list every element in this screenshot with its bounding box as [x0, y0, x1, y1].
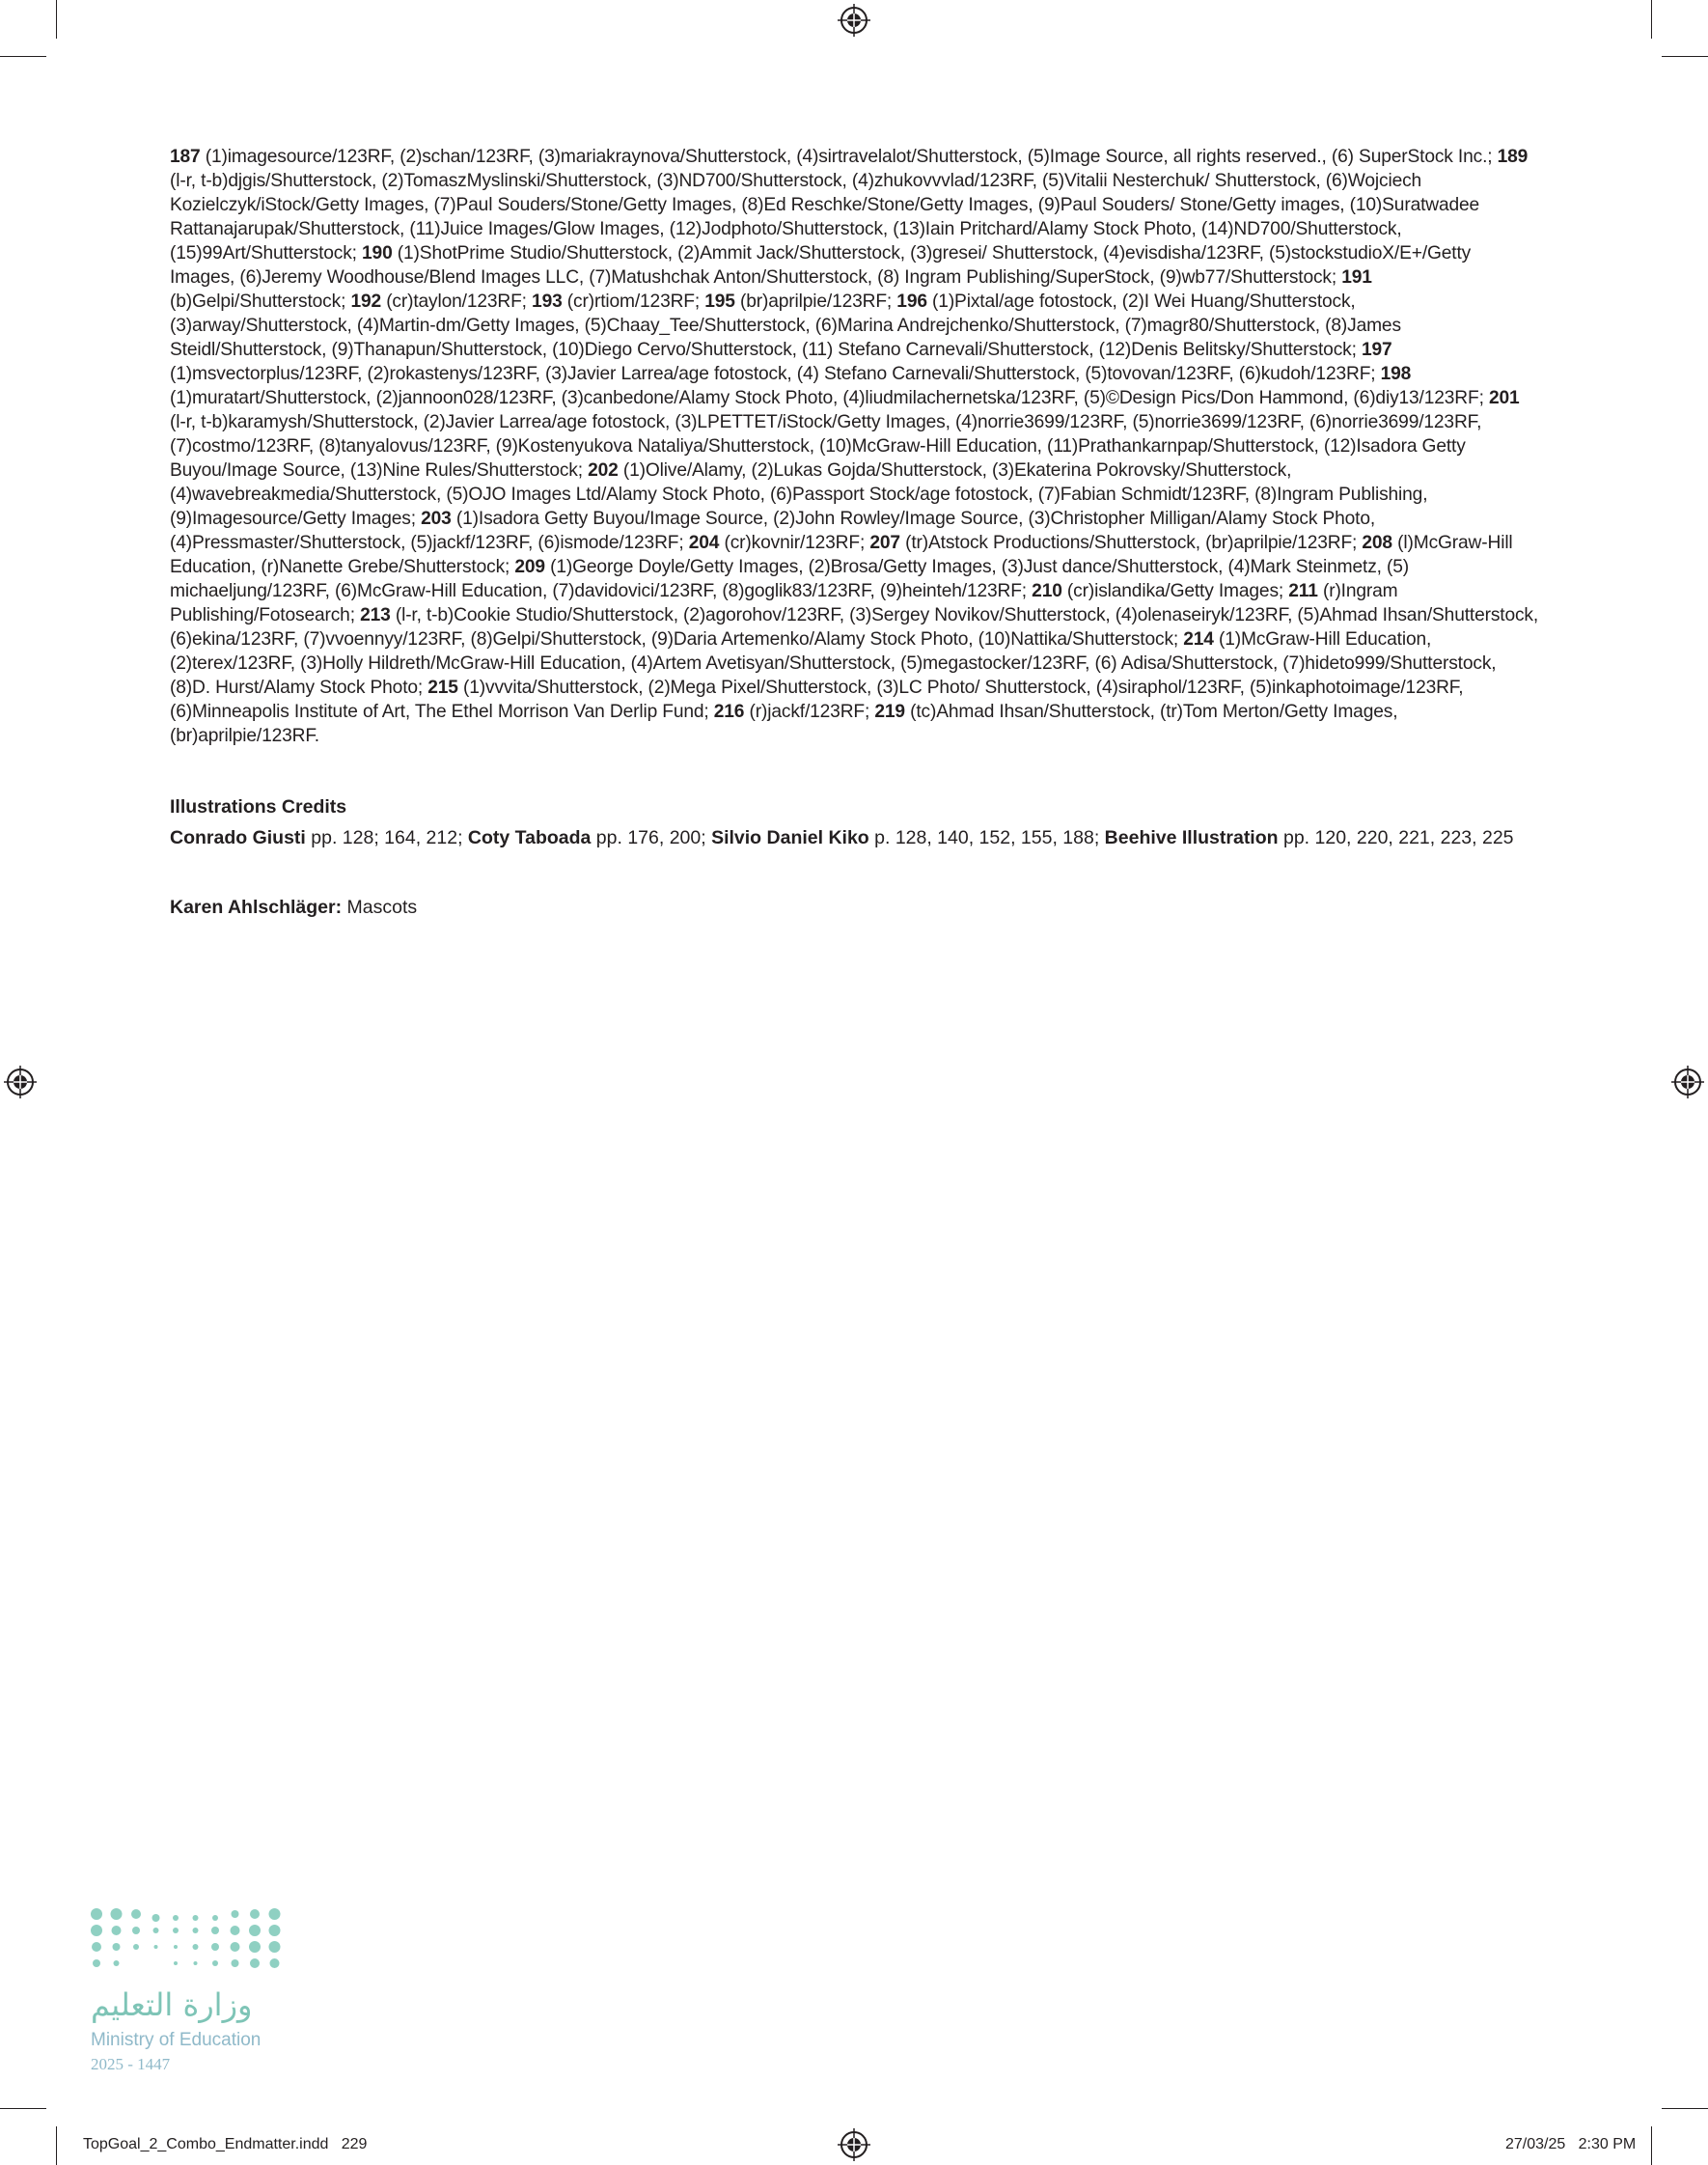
logo-dot [231, 1926, 240, 1935]
credit-page-number: 201 [1488, 388, 1520, 408]
logo-dot [269, 1925, 281, 1936]
logo-dot [270, 1958, 280, 1968]
logo-dot [232, 1959, 239, 1967]
logo-dot [174, 1961, 178, 1965]
logo-dot [269, 1908, 281, 1920]
logo-english-text: Ministry of Education [91, 2030, 262, 2050]
crop-mark [1662, 56, 1708, 57]
slug-file-info: TopGoal_2_Combo_Endmatter.indd 229 [83, 2136, 368, 2152]
logo-dot [113, 1943, 121, 1951]
illustrator-pages: p. 128, 140, 152, 155, 188; [868, 827, 1105, 848]
logo-dot [93, 1959, 100, 1967]
credit-text: (cr)islandika/Getty Images; [1061, 581, 1289, 601]
illustrator-pages: pp. 120, 220, 221, 223, 225 [1278, 827, 1514, 848]
registration-mark-icon [838, 4, 870, 37]
logo-dot [92, 1942, 101, 1952]
illustrator-pages: pp. 128; 164, 212; [305, 827, 468, 848]
credit-page-number: 190 [362, 243, 393, 264]
logo-dot [174, 1945, 178, 1949]
mascots-credit [170, 896, 417, 920]
credit-page-number: 210 [1032, 581, 1062, 601]
credit-page-number: 193 [532, 291, 563, 312]
logo-dot [112, 1926, 122, 1935]
crop-mark [1662, 2108, 1708, 2109]
credit-page-number: 195 [704, 291, 735, 312]
logo-dot [249, 1941, 261, 1953]
logo-dot [250, 1909, 260, 1919]
credit-page-number: 196 [896, 291, 927, 312]
credit-page-number: 189 [1497, 147, 1529, 167]
credit-text: (1)Isadora Getty Buyou/Image Source, (2)John Rowley/Image Source, (3)Christopher Milligan/Alamy Stock Photo, (4)Pressmaster/Shutterstock, (5)jackf/123RF, (6)ismode/123RF; [170, 509, 1376, 553]
registration-mark-icon [838, 2128, 870, 2161]
logo-dot [269, 1941, 281, 1953]
logo-dot [249, 1925, 261, 1936]
logo-dot [193, 1915, 199, 1921]
credit-page-number: 187 [170, 147, 201, 167]
credit-page-number: 213 [360, 605, 391, 625]
credit-text: (br)aprilpie/123RF; [734, 291, 897, 312]
photo-credits-paragraph [170, 145, 1540, 748]
logo-dot [133, 1944, 139, 1950]
credit-text: (1)George Doyle/Getty Images, (2)Brosa/Getty Images, (3)Just dance/Shutterstock, (4)Mark Steinmetz, (5) michaeljung/123RF, (6)McGraw-Hill Education, (7)davidovici/123RF, (8)goglik83/123RF, (9)heinteh/123RF; [170, 557, 1410, 601]
credit-text: (l-r, t-b)karamysh/Shutterstock, (2)Javier Larrea/age fotostock, (3)LPETTET/iStock/Getty Images, (4)norrie3699/123RF, (5)norrie3699/123RF, (6)norrie3699/123RF, (7)costmo/123RF, (8)tanyalovus/123RF, (9)Kostenyukova Nataliya/Shutterstock, (10)McGraw-Hill Education, (11)Prathankarnpap/Shutterstock, (12)Isadora Getty Buyou/Image Source, (13)Nine Rules/Shutterstock; [170, 412, 1482, 481]
credit-page-number: 191 [1341, 267, 1372, 288]
credit-text: (cr)kovnir/123RF; [719, 533, 870, 553]
crop-mark [0, 2108, 46, 2109]
logo-dot [111, 1908, 123, 1920]
credit-text: (r)Ingram Publishing/Fotosearch; [170, 581, 1398, 625]
credit-page-number: 211 [1288, 581, 1318, 601]
registration-mark-icon [4, 1066, 37, 1098]
credit-page-number: 214 [1183, 629, 1214, 650]
credit-page-number: 203 [421, 509, 452, 529]
credit-text: (l-r, t-b)djgis/Shutterstock, (2)TomaszMyslinski/Shutterstock, (3)ND700/Shutterstock, (4)zhukovvvlad/123RF, (5)Vitalii Nesterchuk/ Shutterstock, (6)Wojciech Kozielczyk/iStock/Getty Images, (7)Paul Souders/Stone/Getty Images, (8)Ed Reschke/Stone/Getty Images, (9)Paul Souders/ Stone/Getty images, (10)Suratwadee Rattanajarupak/Shutterstock, (11)Juice Images/Glow Images, (12)Jodphoto/Shutterstock, (13)Iain Pritchard/Alamy Stock Photo, (14)ND700/Shutterstock, (15)99Art/Shutterstock; [170, 171, 1480, 264]
ministry-of-education-logo [89, 1906, 291, 2074]
credit-page-number: 202 [588, 460, 619, 481]
illustrator-name: Beehive Illustration [1104, 827, 1279, 848]
credit-page-number: 219 [874, 702, 905, 722]
credit-text: (1)msvectorplus/123RF, (2)rokastenys/123RF, (3)Javier Larrea/age fotostock, (4) Stefano Carnevali/Shutterstock, (5)tovovan/123RF, (6)kudoh/123RF; [170, 364, 1381, 384]
illustrator-name: Coty Taboada [467, 827, 592, 848]
credit-page-number: 207 [869, 533, 900, 553]
credit-page-number: 198 [1380, 364, 1412, 384]
mascot-credit-text: Mascots [342, 897, 418, 918]
credit-text: (r)jackf/123RF; [744, 702, 875, 722]
registration-mark-icon [1671, 1066, 1704, 1098]
credit-text: (1)imagesource/123RF, (2)schan/123RF, (3)mariakraynova/Shutterstock, (4)sirtravelalot/Shutterstock, (5)Image Source, all rights reserved., (6) SuperStock Inc.; [200, 147, 1498, 167]
credit-page-number: 215 [427, 678, 458, 698]
logo-dot [211, 1927, 219, 1934]
logo-dot [154, 1945, 158, 1949]
credit-page-number: 204 [688, 533, 720, 553]
crop-mark [0, 56, 46, 57]
logo-dot [114, 1960, 120, 1966]
logo-dot [131, 1909, 141, 1919]
logo-dot [153, 1928, 159, 1933]
illustrations-credits-list [170, 826, 1540, 850]
credit-page-number: 197 [1361, 340, 1392, 360]
credit-text: (1)Pixtal/age fotostock, (2)I Wei Huang/Shutterstock, (3)arway/Shutterstock, (4)Martin-dm/Getty Images, (5)Chaay_Tee/Shutterstock, (6)Marina Andrejchenko/Shutterstock, (7)magr80/Shutterstock, (8)James Steidl/Shutterstock, (9)Thanapun/Shutterstock, (10)Diego Cervo/Shutterstock, (11) Stefano Carnevali/Shutterstock, (12)Denis Belitsky/Shutterstock; [170, 291, 1401, 360]
credit-text: (l-r, t-b)Cookie Studio/Shutterstock, (2)agorohov/123RF, (3)Sergey Novikov/Shutterstock, (4)olenaseiryk/123RF, (5)Ahmad Ihsan/Shutterstock, (6)ekina/123RF, (7)vvoennyy/123RF, (8)Gelpi/Shutterstock, (9)Daria Artemenko/Alamy Stock Photo, (10)Nattika/Shutterstock; [170, 605, 1539, 650]
logo-dot [232, 1910, 239, 1918]
logo-dot [250, 1958, 260, 1968]
logo-dot [193, 1944, 199, 1950]
crop-mark [1651, 0, 1652, 39]
credit-text: (l)McGraw-Hill Education, (r)Nanette Grebe/Shutterstock; [170, 533, 1513, 577]
mascot-artist-name: Karen Ahlschläger: [170, 897, 343, 918]
credit-page-number: 208 [1362, 533, 1392, 553]
logo-dots-icon [89, 1906, 291, 1974]
credit-page-number: 192 [350, 291, 382, 312]
illustrations-credits-heading: Illustrations Credits [170, 796, 347, 818]
credit-text: (1)McGraw-Hill Education, (2)terex/123RF, (3)Holly Hildreth/McGraw-Hill Education, (4)Artem Avetisyan/Shutterstock, (5)megastocker/123RF, (6) Adisa/Shutterstock, (7)hideto999/Shutterstock, (8)D. Hurst/Alamy Stock Photo; [170, 629, 1497, 698]
logo-dot [132, 1927, 140, 1934]
logo-dot [193, 1928, 199, 1933]
crop-mark [56, 0, 57, 39]
credit-text: (1)muratart/Shutterstock, (2)jannoon028/123RF, (3)canbedone/Alamy Stock Photo, (4)liudmilachernetska/123RF, (5)©Design Pics/Don Hammond, (6)diy13/123RF; [170, 388, 1489, 408]
illustrator-pages: pp. 176, 200; [591, 827, 712, 848]
logo-dot [91, 1908, 102, 1920]
logo-dot [91, 1925, 102, 1936]
credit-text: (tr)Atstock Productions/Shutterstock, (br)aprilpie/123RF; [899, 533, 1363, 553]
logo-dot [194, 1961, 198, 1965]
logo-dot [212, 1960, 218, 1966]
logo-dot [152, 1914, 160, 1922]
logo-dot [211, 1943, 219, 1951]
logo-dot [173, 1928, 179, 1933]
credit-text: (cr)rtiom/123RF; [562, 291, 705, 312]
crop-mark [56, 2126, 57, 2165]
credit-page-number: 216 [713, 702, 745, 722]
logo-year: 2025 - 1447 [91, 2055, 171, 2073]
credit-text: (1)Olive/Alamy, (2)Lukas Gojda/Shutterstock, (3)Ekaterina Pokrovsky/Shutterstock, (4)wavebreakmedia/Shutterstock, (5)OJO Images Ltd/Alamy Stock Photo, (6)Passport Stock/age fotostock, (7)Fabian Schmidt/123RF, (8)Ingram Publishing, (9)Imagesource/Getty Images; [170, 460, 1428, 529]
logo-arabic-text: وزارة التعليم [91, 1986, 253, 2023]
credit-page-number: 209 [514, 557, 545, 577]
crop-mark [1651, 2126, 1652, 2165]
illustrator-name: Conrado Giusti [170, 827, 306, 848]
credit-text: (cr)taylon/123RF; [381, 291, 533, 312]
logo-dot [212, 1915, 218, 1921]
photo-credits [170, 145, 1540, 748]
logo-dot [231, 1942, 240, 1952]
slug-date-time: 27/03/25 2:30 PM [1505, 2136, 1637, 2152]
illustrator-name: Silvio Daniel Kiko [711, 827, 869, 848]
logo-dot [173, 1915, 179, 1921]
credit-text: (1)vvvita/Shutterstock, (2)Mega Pixel/Shutterstock, (3)LC Photo/ Shutterstock, (4)siraphol/123RF, (5)inkaphotoimage/123RF, (6)Minneapolis Institute of Art, The Ethel Morrison Van Derlip Fund; [170, 678, 1464, 722]
credit-text: (tc)Ahmad Ihsan/Shutterstock, (tr)Tom Merton/Getty Images, (br)aprilpie/123RF. [170, 702, 1398, 746]
credit-text: (1)ShotPrime Studio/Shutterstock, (2)Ammit Jack/Shutterstock, (3)gresei/ Shutterstock, (4)evisdisha/123RF, (5)stockstudioX/E+/Getty Images, (6)Jeremy Woodhouse/Blend Images LLC, (7)Matushchak Anton/Shutterstock, (8) Ingram Publishing/SuperStock, (9)wb77/Shutterstock; [170, 243, 1472, 288]
credit-text: (b)Gelpi/Shutterstock; [170, 291, 351, 312]
